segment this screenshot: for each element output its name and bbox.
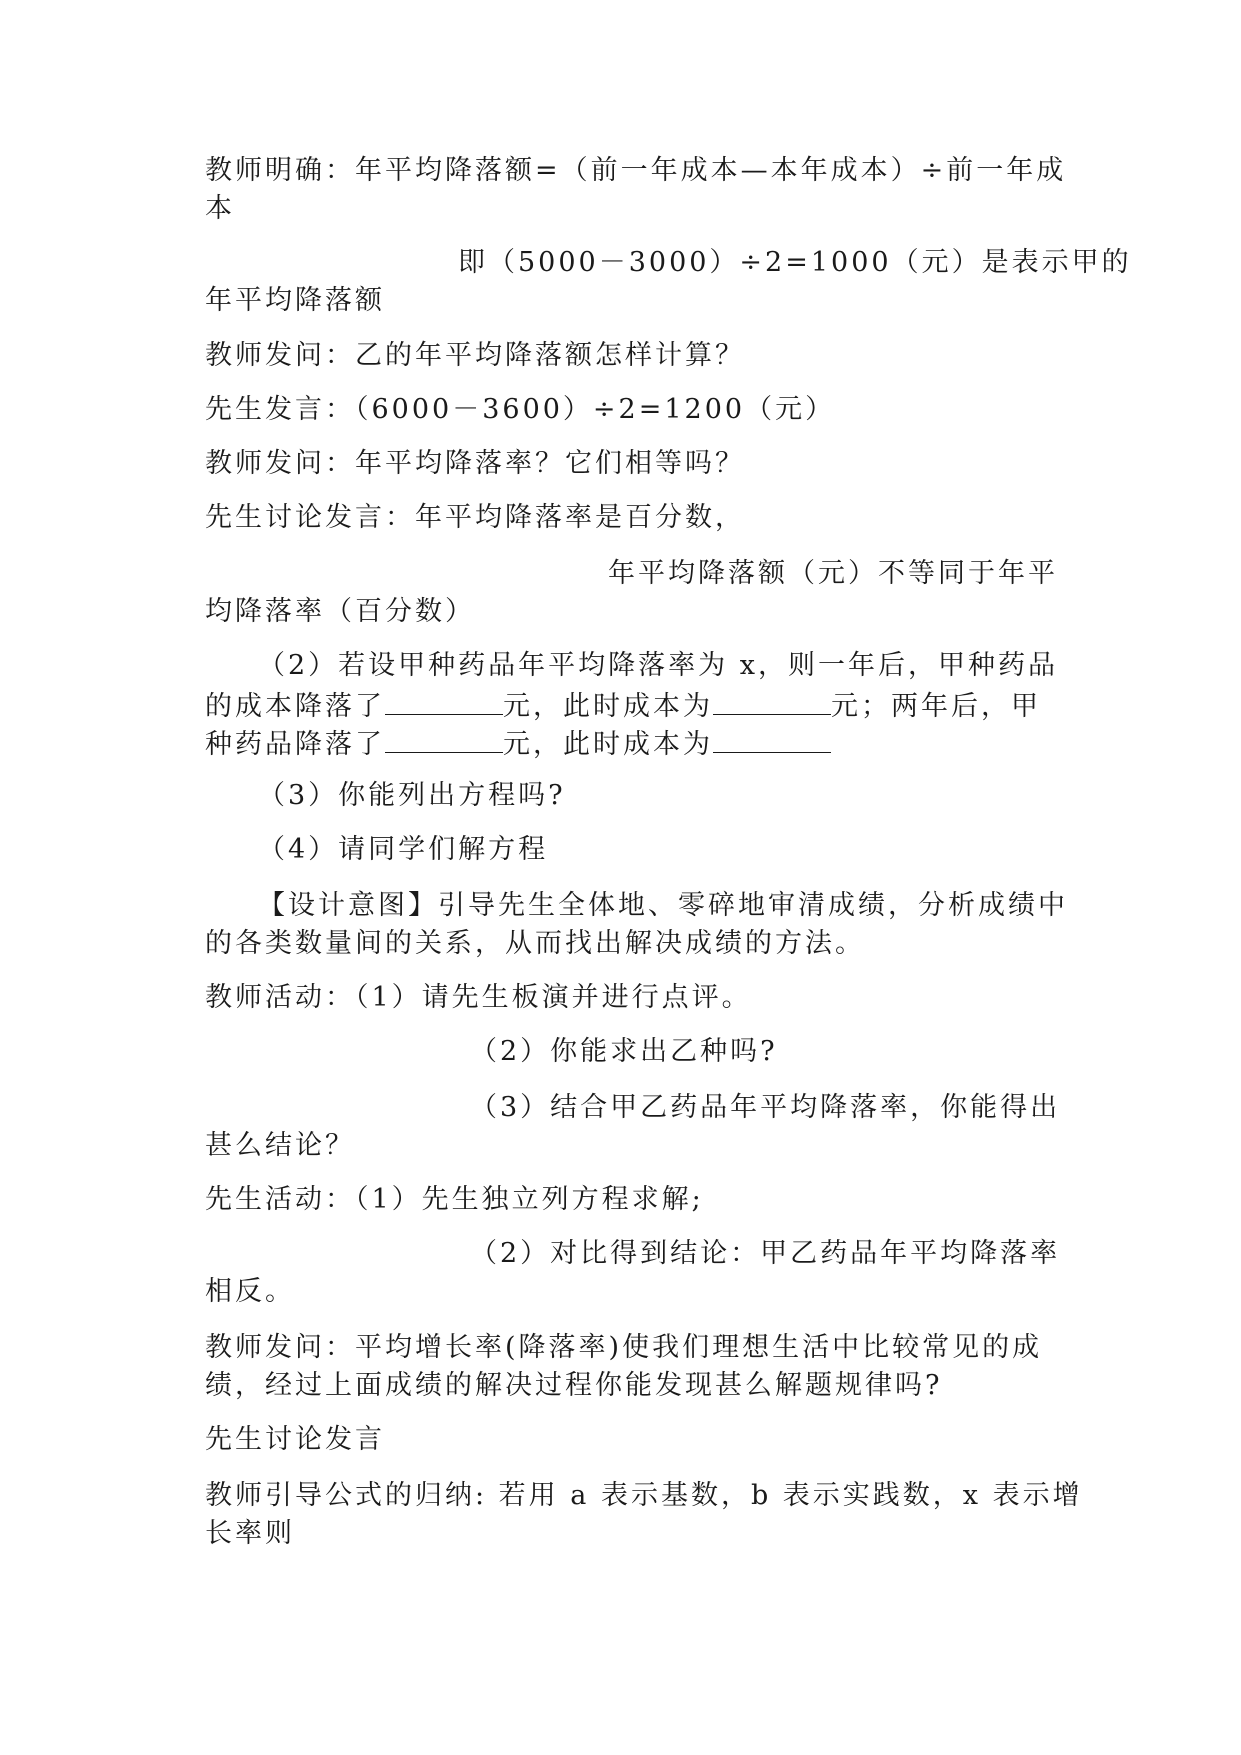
text-line-q3: （3）你能列出方程吗? [258, 780, 566, 811]
text-line-student-activity-2: （2）对比得到结论：甲乙药品年平均降落率 [470, 1238, 1061, 1269]
text-line-formula-intro-cont: 长率则 [205, 1518, 295, 1549]
fill-blank [385, 686, 503, 715]
text-fragment: 的成本降落了 [205, 691, 385, 722]
text-line-student-activity-2-cont: 相反。 [205, 1276, 295, 1307]
text-line-teacher-ask-rule: 教师发问：平均增长率(降落率)使我们理想生活中比较常见的成 [205, 1332, 1043, 1363]
text-line-student-answer: 先生发言：（6000－3600）÷2=1200（元） [205, 394, 836, 425]
text-line-student-discuss: 先生讨论发言：年平均降落率是百分数， [205, 502, 745, 533]
text-line-q4: （4）请同学们解方程 [258, 834, 549, 865]
text-line-teacher-activity-3: （3）结合甲乙药品年平均降落率，你能得出 [470, 1092, 1061, 1123]
text-line-q2: （2）若设甲种药品年平均降落率为 x，则一年后，甲种药品 [258, 650, 1058, 681]
text-line-teacher-activity-3-cont: 甚么结论？ [205, 1130, 355, 1161]
fill-blank [713, 724, 831, 753]
text-line-student-activity: 先生活动：（1）先生独立列方程求解; [205, 1184, 704, 1215]
text-fragment: 种药品降落了 [205, 729, 385, 760]
fill-blank [713, 686, 831, 715]
text-line-design-intent: 【设计意图】引导先生全体地、零碎地审清成绩，分析成绩中 [258, 890, 1068, 921]
text-line-teacher-activity: 教师活动：（1）请先生板演并进行点评。 [205, 982, 752, 1013]
text-line-student-discuss-2: 先生讨论发言 [205, 1424, 385, 1455]
text-line-teacher-ask-yi: 教师发问：乙的年平均降落额怎样计算？ [205, 340, 745, 371]
text-line-formula-intro: 教师引导公式的归纳: 若用 a 表示基数，b 表示实践数，x 表示增 [205, 1480, 1083, 1511]
text-line-calc-jia-cont: 年平均降落额 [205, 285, 385, 316]
fill-blank [385, 724, 503, 753]
text-fragment: 元，此时成本为 [503, 691, 713, 722]
text-line-q2-cont2 [205, 724, 1055, 763]
text-fragment: 元；两年后，甲 [831, 691, 1041, 722]
text-line-calc-jia: 即（5000－3000）÷2=1000（元）是表示甲的 [458, 247, 1132, 278]
text-line-teacher-ask-rule-cont: 绩，经过上面成绩的解决过程你能发现甚么解题规律吗? [205, 1370, 943, 1401]
text-line-q2-cont1 [205, 686, 1055, 725]
text-line-design-intent-cont: 的各类数量间的关系，从而找出解决成绩的方法。 [205, 928, 865, 959]
text-line-not-equal: 年平均降落额（元）不等同于年平 [608, 558, 1058, 589]
text-line-teacher-clarify: 教师明确：年平均降落额=（前一年成本—本年成本）÷前一年成 [205, 155, 1067, 186]
text-line-teacher-clarify-cont: 本 [205, 193, 235, 224]
text-line-teacher-activity-2: （2）你能求出乙种吗? [470, 1036, 778, 1067]
text-line-not-equal-cont: 均降落率（百分数） [205, 596, 475, 627]
text-line-teacher-ask-rate: 教师发问：年平均降落率？它们相等吗？ [205, 448, 745, 479]
text-fragment: 元，此时成本为 [503, 729, 713, 760]
